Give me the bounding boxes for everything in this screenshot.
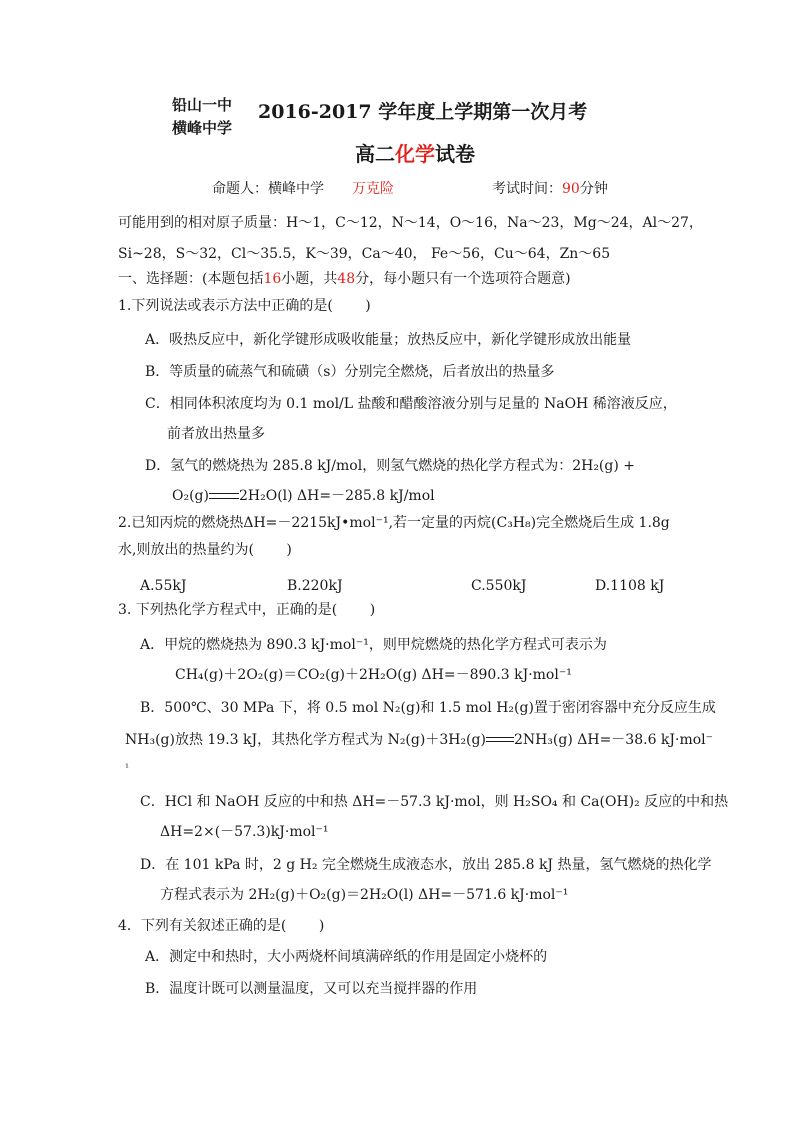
subtitle-suffix: 试卷 xyxy=(435,142,475,166)
section-post: 分，每小题只有一个选项符合题意) xyxy=(355,271,571,287)
q3-option-b-line2 xyxy=(125,731,713,749)
q2-option-d: D.1108 kJ xyxy=(595,578,665,594)
atomic-mass-line-1: 可能用到的相对原子质量：H～1，C～12，N～14，O～16，Na～23，Mg～24，Al～27， xyxy=(118,215,703,231)
atomic-mass-line-2: Si~28，S～32，Cl～35.5，K～39，Ca～40， Fe～56，Cu～64，Zn～65 xyxy=(118,246,611,262)
q3-option-a-line2: CH₄(g)＋2O₂(g)＝CO₂(g)＋2H₂O(g) ΔH=－890.3 kJ·mol⁻¹ xyxy=(175,667,572,683)
q1-d-reactant: O₂(g) xyxy=(172,488,209,504)
q1-d-product: 2H₂O(l) ΔH=－285.8 kJ/mol xyxy=(238,488,435,504)
q2-option-a: A.55kJ xyxy=(140,578,187,594)
q4-option-b: B．温度计既可以测量温度，又可以充当搅拌器的作用 xyxy=(145,981,478,997)
author-name: 万克险 xyxy=(352,181,394,197)
q3-b-reactants: NH₃(g)放热 19.3 kJ，其热化学方程式为 N₂(g)＋3H₂(g) xyxy=(125,732,486,748)
q1-option-c-line2: 前者放出热量多 xyxy=(167,426,265,442)
q1-option-c-line1: C．相同体积浓度均为 0.1 mol/L 盐酸和醋酸溶液分别与足量的 NaOH 稀溶液反应， xyxy=(145,396,677,412)
q3-stem: 3. 下列热化学方程式中，正确的是( ) xyxy=(118,602,376,618)
q1-option-d-line1: D．氢气的燃烧热为 285.8 kJ/mol，则氢气燃烧的热化学方程式为：2H₂(g) + xyxy=(145,458,635,474)
q3-option-b-line3: ¹ xyxy=(125,763,130,774)
equals-sign-icon xyxy=(209,490,239,502)
author-label: 命题人：横峰中学 xyxy=(212,181,324,197)
section-score: 48 xyxy=(337,271,356,287)
q3-option-b-line1: B．500℃、30 MPa 下，将 0.5 mol N₂(g)和 1.5 mol H₂(g)置于密闭容器中充分反应生成 xyxy=(140,700,716,716)
equilibrium-arrow-icon xyxy=(486,735,514,745)
q3-option-c-line2: ΔH=2×(－57.3)kJ·mol⁻¹ xyxy=(160,824,329,840)
q3-option-d-line1: D．在 101 kPa 时，2 g H₂ 完全燃烧生成液态水，放出 285.8 kJ 热量，氢气燃烧的热化学 xyxy=(140,857,712,873)
time-unit: 分钟 xyxy=(579,181,608,197)
q1-option-d-line2 xyxy=(172,487,435,505)
time-label: 考试时间： xyxy=(492,181,562,197)
q3-option-a-line1: A．甲烷的燃烧热为 890.3 kJ·mol⁻¹，则甲烷燃烧的热化学方程式可表示为 xyxy=(140,637,607,653)
subtitle-subject: 化学 xyxy=(395,142,435,166)
exam-title: 2016-2017 学年度上学期第一次月考 xyxy=(258,101,588,123)
q2-stem-line1: 2.已知丙烷的燃烧热ΔH=－2215kJ•mol⁻¹,若一定量的丙烷(C₃H₈)完全燃烧后生成 1.8g xyxy=(118,515,670,531)
q4-stem: 4．下列有关叙述正确的是( ) xyxy=(118,918,325,934)
q2-option-b: B.220kJ xyxy=(287,578,343,594)
section-pre: 一、选择题：(本题包括 xyxy=(118,271,264,287)
q2-option-c: C.550kJ xyxy=(471,578,527,594)
q3-option-d-line2: 方程式表示为 2H₂(g)＋O₂(g)＝2H₂O(l) ΔH=－571.6 kJ·mol⁻¹ xyxy=(160,887,569,903)
q4-option-a: A．测定中和热时，大小两烧杯间填满碎纸的作用是固定小烧杯的 xyxy=(145,949,548,965)
section-mid: 小题，共 xyxy=(281,271,338,287)
q1-stem: 1.下列说法或表示方法中正确的是( ) xyxy=(118,298,371,314)
section-count: 16 xyxy=(263,271,282,287)
time-value: 90 xyxy=(562,181,580,197)
q1-option-a: A．吸热反应中，新化学键形成吸收能量；放热反应中，新化学键形成放出能量 xyxy=(145,332,632,348)
subtitle-grade: 高二 xyxy=(355,142,395,166)
q1-option-b: B．等质量的硫蒸气和硫磺（s）分别完全燃烧，后者放出的热量多 xyxy=(145,364,555,380)
school-name-2: 横峰中学 xyxy=(172,119,233,137)
q3-b-products: 2NH₃(g) ΔH=－38.6 kJ·mol⁻ xyxy=(513,732,714,748)
exam-time xyxy=(492,180,608,198)
q3-option-c-line1: C．HCl 和 NaOH 反应的中和热 ΔH=－57.3 kJ·mol，则 H₂SO₄ 和 Ca(OH)₂ 反应的中和热 xyxy=(140,794,729,810)
school-name-1: 铅山一中 xyxy=(172,96,233,114)
section-heading xyxy=(118,270,571,288)
exam-subtitle xyxy=(355,141,475,167)
q2-stem-line2: 水,则放出的热量约为( ) xyxy=(118,542,292,558)
